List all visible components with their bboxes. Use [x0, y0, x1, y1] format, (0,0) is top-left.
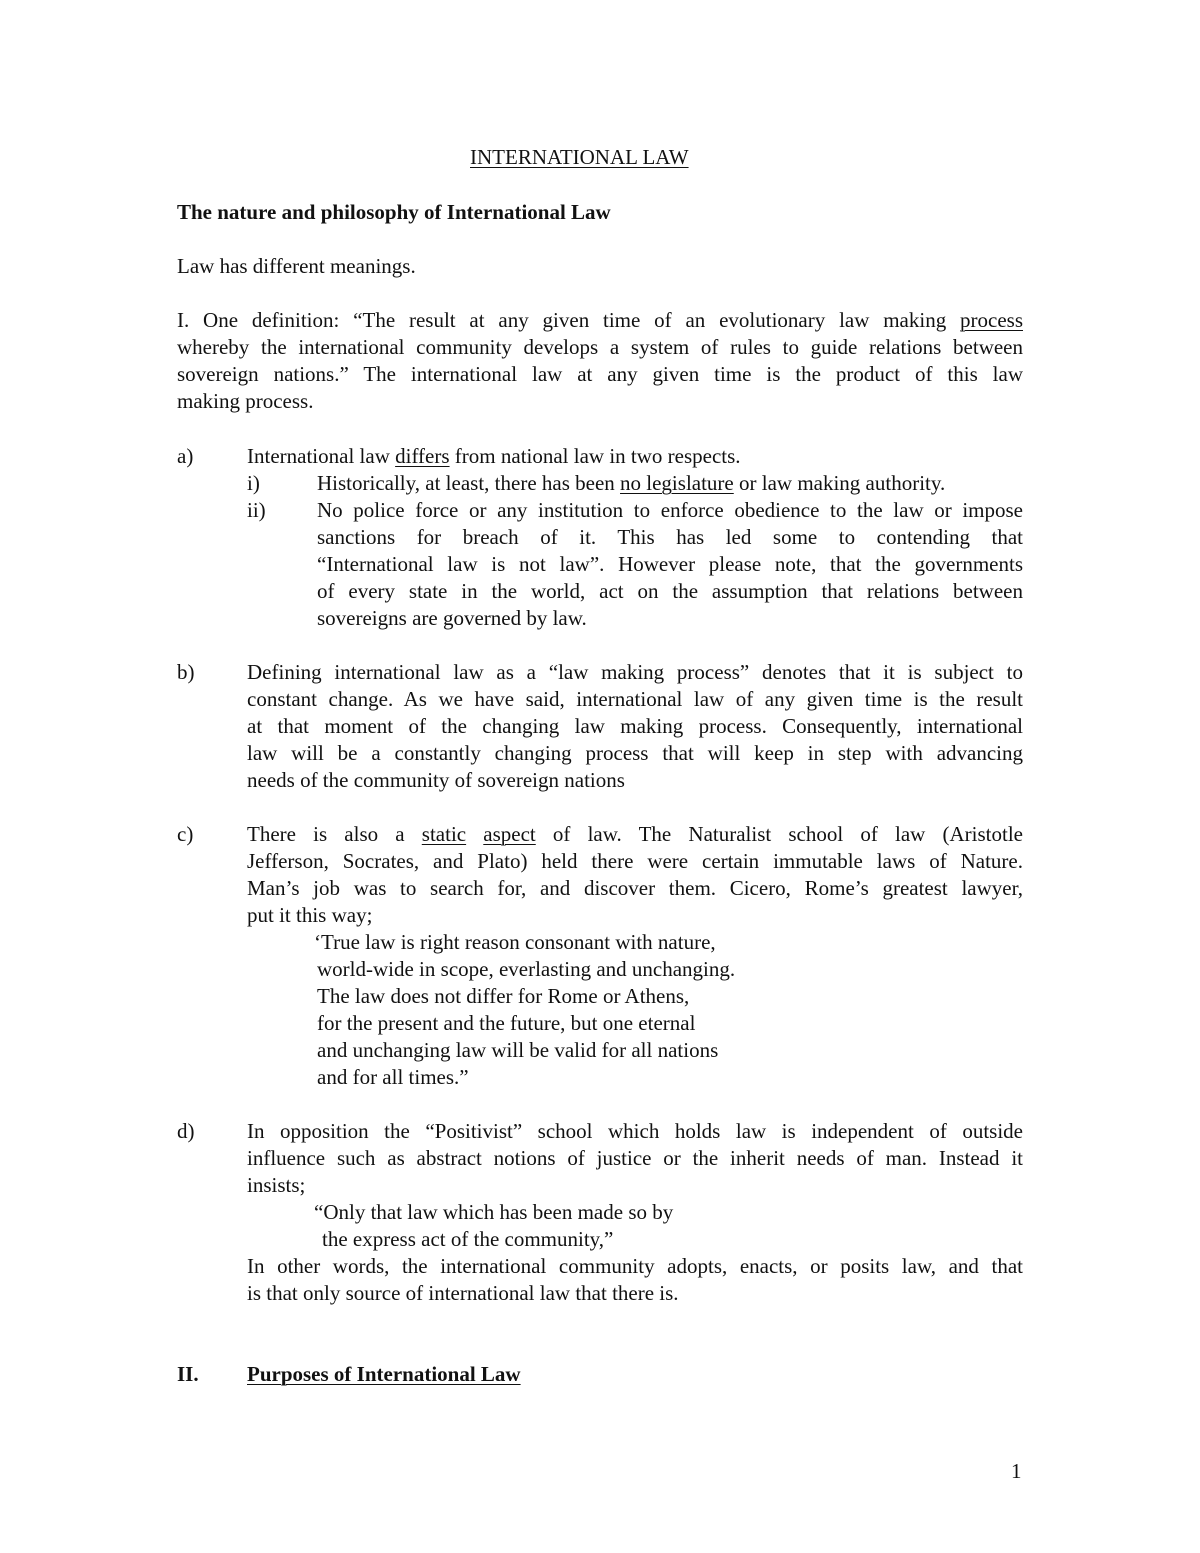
item-text: International law: [247, 444, 396, 468]
item-line: put it this way;: [247, 903, 373, 927]
item-line: constant change. As we have said, international law of any given time is the result: [247, 687, 1023, 711]
item-line: needs of the community of sovereign nations: [247, 768, 625, 792]
item-text: There is also a: [247, 822, 422, 846]
definition-text: I. One definition: “The result at any given time of an evolutionary law making: [177, 308, 961, 332]
item-text: or law making authority.: [733, 471, 946, 495]
emphasis-process: process: [960, 308, 1023, 332]
document-title: INTERNATIONAL LAW: [470, 145, 689, 169]
sub-list-marker: ii): [247, 498, 266, 522]
item-line: at that moment of the changing law making process. Consequently, international: [247, 714, 1023, 738]
item-line: Jefferson, Socrates, and Plato) held there were certain immutable laws of Nature.: [247, 849, 1023, 873]
emphasis-differs: differs: [395, 444, 450, 468]
quote-line: The law does not differ for Rome or Athens,: [317, 984, 690, 1008]
emphasis-static: static: [421, 822, 467, 846]
item-line: In opposition the “Positivist” school which holds law is independent of outside: [247, 1119, 1023, 1143]
quote-line: ‘True law is right reason consonant with nature,: [314, 930, 716, 954]
section-number: II.: [177, 1362, 199, 1386]
list-marker: c): [177, 822, 194, 846]
emphasis-aspect: aspect: [483, 822, 536, 846]
definition-line: [177, 307, 1023, 334]
sub-item-line: [317, 470, 945, 497]
item-line: law will be a constantly changing process that will keep in step with advancing: [247, 741, 1023, 765]
item-line: [247, 443, 741, 470]
emphasis-no-legislature: no legislature: [620, 471, 734, 495]
quote-line: “Only that law which has been made so by: [314, 1200, 674, 1224]
section-subtitle: The nature and philosophy of International Law: [177, 200, 611, 224]
sub-item-line: sanctions for breach of it. This has led some to contending that: [317, 525, 1023, 549]
intro-paragraph: Law has different meanings.: [177, 254, 416, 278]
sub-item-line: of every state in the world, act on the assumption that relations between: [317, 579, 1023, 603]
item-text: from national law in two respects.: [449, 444, 741, 468]
item-line: [247, 821, 1023, 848]
quote-line: world-wide in scope, everlasting and unchanging.: [317, 957, 736, 981]
item-text: Historically, at least, there has been: [317, 471, 621, 495]
definition-line: whereby the international community develops a system of rules to guide relations between: [177, 335, 1023, 359]
item-line: is that only source of international law that there is.: [247, 1281, 679, 1305]
sub-item-line: sovereigns are governed by law.: [317, 606, 587, 630]
definition-line: making process.: [177, 389, 314, 413]
item-line: In other words, the international community adopts, enacts, or posits law, and that: [247, 1254, 1023, 1278]
item-text: [466, 822, 483, 846]
sub-item-line: “International law is not law”. However please note, that the governments: [317, 552, 1023, 576]
item-line: Defining international law as a “law making process” denotes that it is subject to: [247, 660, 1023, 684]
quote-line: and unchanging law will be valid for all nations: [317, 1038, 719, 1062]
quote-line: the express act of the community,”: [322, 1227, 614, 1251]
item-line: Man’s job was to search for, and discover them. Cicero, Rome’s greatest lawyer,: [247, 876, 1023, 900]
sub-list-marker: i): [247, 471, 260, 495]
quote-line: for the present and the future, but one eternal: [317, 1011, 696, 1035]
page-number: 1: [1011, 1459, 1022, 1483]
list-marker: a): [177, 444, 194, 468]
quote-line: and for all times.”: [317, 1065, 469, 1089]
sub-item-line: No police force or any institution to enforce obedience to the law or impose: [317, 498, 1023, 522]
list-marker: d): [177, 1119, 195, 1143]
definition-line: sovereign nations.” The international law at any given time is the product of this law: [177, 362, 1023, 386]
item-line: influence such as abstract notions of justice or the inherit needs of man. Instead it: [247, 1146, 1023, 1170]
item-line: insists;: [247, 1173, 306, 1197]
section-heading: Purposes of International Law: [247, 1362, 521, 1386]
item-text: of law. The Naturalist school of law (Aristotle: [535, 822, 1023, 846]
list-marker: b): [177, 660, 195, 684]
